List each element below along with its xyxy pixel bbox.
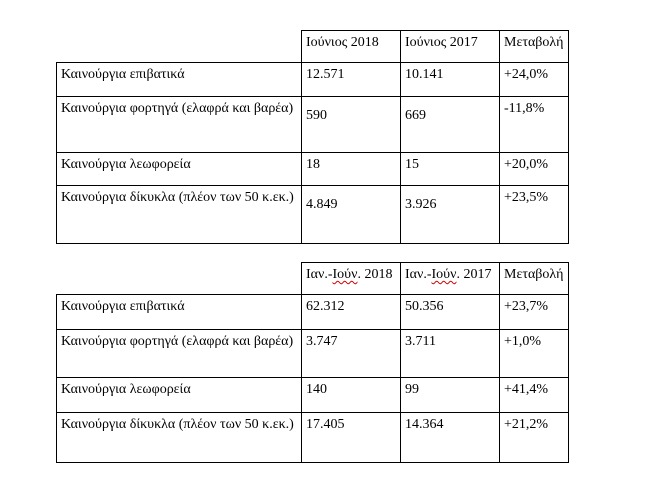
column-header: Μεταβολή <box>500 31 569 63</box>
value-cell: 12.571 <box>302 63 401 97</box>
table-header-row <box>57 31 569 63</box>
column-header <box>500 263 569 295</box>
table-row <box>57 330 569 378</box>
change-cell: +41,4% <box>500 378 569 413</box>
row-label: Καινούργια επιβατικά <box>57 63 302 97</box>
value-cell: 14.364 <box>401 413 500 463</box>
value-cell: 590 <box>302 97 401 153</box>
table-row <box>57 63 569 97</box>
value-cell: 17.405 <box>302 413 401 463</box>
value-cell: 99 <box>401 378 500 413</box>
table-header-row <box>57 263 569 295</box>
empty-header-cell <box>57 31 302 63</box>
column-header <box>401 263 500 295</box>
table-row <box>57 295 569 330</box>
row-label: Καινούργια επιβατικά <box>57 295 302 330</box>
value-cell: 669 <box>401 97 500 153</box>
header-suffix: . 2017 <box>456 267 492 282</box>
value-cell: 62.312 <box>302 295 401 330</box>
row-label: Καινούργια φορτηγά (ελαφρά και βαρέα) <box>57 97 302 153</box>
change-cell: +23,7% <box>500 295 569 330</box>
table-row <box>57 97 569 153</box>
empty-header-cell <box>57 263 302 295</box>
row-label: Καινούργια λεωφορεία <box>57 378 302 413</box>
change-cell: +21,2% <box>500 413 569 463</box>
value-cell: 3.747 <box>302 330 401 378</box>
column-header <box>302 263 401 295</box>
value-cell: 4.849 <box>302 186 401 244</box>
spellcheck-word: Ιούν <box>332 267 358 282</box>
value-cell: 18 <box>302 153 401 186</box>
registrations-jan-jun-table <box>56 262 569 463</box>
value-cell: 10.141 <box>401 63 500 97</box>
row-label: Καινούργια λεωφορεία <box>57 153 302 186</box>
header-suffix: . 2018 <box>357 267 393 282</box>
change-cell: -11,8% <box>500 97 569 153</box>
header-prefix: Ιαν.- <box>405 267 432 282</box>
value-cell: 3.926 <box>401 186 500 244</box>
change-cell: +20,0% <box>500 153 569 186</box>
column-header: Ιούνιος 2017 <box>401 31 500 63</box>
header-suffix: Μεταβολή <box>504 267 564 282</box>
row-label: Καινούργια φορτηγά (ελαφρά και βαρέα) <box>57 330 302 378</box>
change-cell: +24,0% <box>500 63 569 97</box>
change-cell: +1,0% <box>500 330 569 378</box>
value-cell: 15 <box>401 153 500 186</box>
registrations-june-table <box>56 30 569 244</box>
table-row <box>57 153 569 186</box>
table-row <box>57 378 569 413</box>
row-label: Καινούργια δίκυκλα (πλέον των 50 κ.εκ.) <box>57 186 302 244</box>
value-cell: 140 <box>302 378 401 413</box>
value-cell: 50.356 <box>401 295 500 330</box>
value-cell: 3.711 <box>401 330 500 378</box>
table-row <box>57 186 569 244</box>
change-cell: +23,5% <box>500 186 569 244</box>
header-prefix: Ιαν.- <box>306 267 333 282</box>
row-label: Καινούργια δίκυκλα (πλέον των 50 κ.εκ.) <box>57 413 302 463</box>
column-header: Ιούνιος 2018 <box>302 31 401 63</box>
spellcheck-word: Ιούν <box>431 267 457 282</box>
table-row <box>57 413 569 463</box>
